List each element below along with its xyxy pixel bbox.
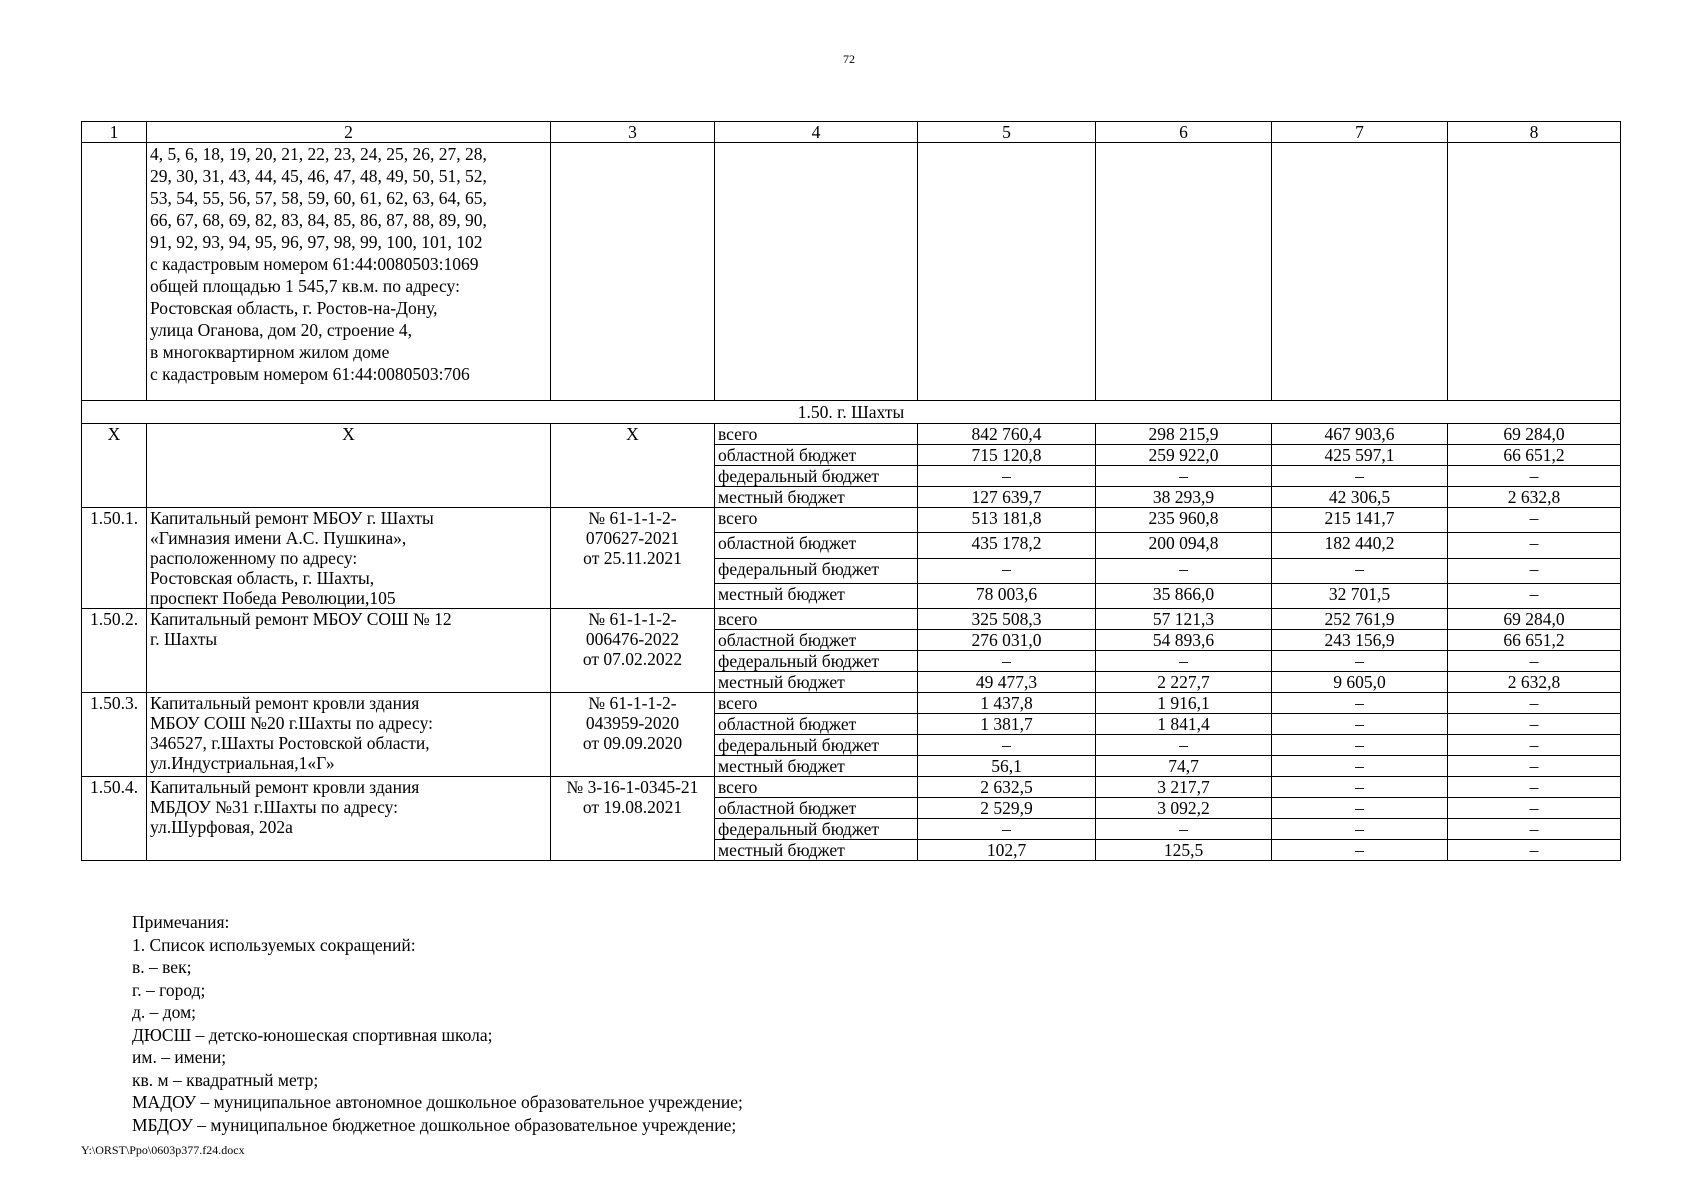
document-line: № 61-1-1-2- <box>588 609 677 629</box>
budget-row <box>82 693 1621 714</box>
note-line: ДЮСШ – детско-юношеская спортивная школа; <box>132 1024 493 1045</box>
description-line: 91, 92, 93, 94, 95, 96, 97, 98, 99, 100, 101, 102 <box>150 232 483 252</box>
amount-cell: 125,5 <box>1096 840 1272 861</box>
note-line: им. – имени; <box>132 1047 227 1067</box>
item-description <box>147 609 551 693</box>
amount-cell: 1 916,1 <box>1096 693 1272 714</box>
amount-cell: – <box>1448 558 1621 583</box>
amount-cell: 127 639,7 <box>918 487 1096 508</box>
budget-row <box>82 508 1621 533</box>
funding-source-label: всего <box>715 693 918 714</box>
amount-cell: – <box>1448 819 1621 840</box>
note-line: МБДОУ – муниципальное бюджетное дошкольное образовательное учреждение; <box>132 1114 737 1135</box>
amount-cell: 1 841,4 <box>1096 714 1272 735</box>
amount-cell: 69 284,0 <box>1448 609 1621 630</box>
amount-cell: 252 761,9 <box>1272 609 1448 630</box>
note-line: МАДОУ – муниципальное автономное дошкольное образовательное учреждение; <box>132 1092 743 1112</box>
amount-cell: 102,7 <box>918 840 1096 861</box>
empty-cell <box>1448 143 1621 401</box>
description-line: в многоквартирном жилом доме <box>150 342 390 362</box>
funding-source-label: всего <box>715 508 918 533</box>
column-number: 1 <box>82 122 147 143</box>
amount-cell: 74,7 <box>1096 756 1272 777</box>
empty-cell <box>918 143 1096 401</box>
amount-cell: – <box>1272 693 1448 714</box>
page-number: 72 <box>843 52 855 66</box>
amount-cell: – <box>1272 651 1448 672</box>
description-line: ул.Индустриальная,1«Г» <box>150 753 335 773</box>
column-number: 6 <box>1096 122 1272 143</box>
budget-row <box>82 424 1621 445</box>
funding-source-label: всего <box>715 424 918 445</box>
amount-cell: – <box>1272 798 1448 819</box>
item-description <box>147 693 551 777</box>
budget-row <box>82 777 1621 798</box>
amount-cell: 56,1 <box>918 756 1096 777</box>
amount-cell: – <box>1096 558 1272 583</box>
note-line: в. – век; <box>132 957 192 977</box>
funding-source-label: всего <box>715 609 918 630</box>
notes-heading: Примечания: <box>132 912 230 932</box>
amount-cell: 35 866,0 <box>1096 583 1272 608</box>
item-number: X <box>82 424 147 508</box>
amount-cell: – <box>1448 798 1621 819</box>
amount-cell: 235 960,8 <box>1096 508 1272 533</box>
description-line: Капитальный ремонт кровли здания <box>150 693 420 713</box>
budget-table <box>81 121 1621 861</box>
item-number: 1.50.4. <box>82 777 147 861</box>
amount-cell: 842 760,4 <box>918 424 1096 445</box>
note-line: д. – дом; <box>132 1002 197 1022</box>
amount-cell: 425 597,1 <box>1272 445 1448 466</box>
funding-source-label: областной бюджет <box>715 533 918 558</box>
funding-source-label: областной бюджет <box>715 798 918 819</box>
item-document <box>551 609 715 693</box>
note-line: кв. м – квадратный метр; <box>132 1069 319 1090</box>
amount-cell: – <box>1448 693 1621 714</box>
item-description <box>147 508 551 609</box>
document-line: от 19.08.2021 <box>582 797 683 817</box>
description-line: 346527, г.Шахты Ростовской области, <box>150 733 430 753</box>
description-line: 53, 54, 55, 56, 57, 58, 59, 60, 61, 62, 63, 64, 65, <box>150 188 487 208</box>
document-line: № 61-1-1-2- <box>588 693 677 713</box>
amount-cell: – <box>1272 466 1448 487</box>
amount-cell: 38 293,9 <box>1096 487 1272 508</box>
amount-cell: – <box>1272 735 1448 756</box>
amount-cell: 467 903,6 <box>1272 424 1448 445</box>
description-line: улица Оганова, дом 20, строение 4, <box>150 320 412 340</box>
amount-cell: – <box>1448 508 1621 533</box>
note-line: г. – город; <box>132 979 206 1000</box>
description-line: «Гимназия имени А.С. Пушкина», <box>150 528 407 548</box>
description-line: ул.Шурфовая, 202а <box>150 817 293 837</box>
description-line: с кадастровым номером 61:44:0080503:1069 <box>150 254 479 274</box>
amount-cell: – <box>1448 735 1621 756</box>
amount-cell: – <box>1448 583 1621 608</box>
amount-cell: 1 437,8 <box>918 693 1096 714</box>
item-document <box>551 508 715 609</box>
amount-cell: 2 632,5 <box>918 777 1096 798</box>
amount-cell: 3 092,2 <box>1096 798 1272 819</box>
funding-source-label: областной бюджет <box>715 445 918 466</box>
description-line: 66, 67, 68, 69, 82, 83, 84, 85, 86, 87, 88, 89, 90, <box>150 210 487 230</box>
description-line: проспект Победа Революции,105 <box>150 588 396 608</box>
section-row <box>82 401 1621 424</box>
amount-cell: – <box>1448 466 1621 487</box>
funding-source-label: всего <box>715 777 918 798</box>
amount-cell: – <box>1448 777 1621 798</box>
amount-cell: 2 529,9 <box>918 798 1096 819</box>
footer-file-path: Y:\ORST\Ppo\0603p377.f24.docx <box>81 1143 245 1157</box>
continuation-description <box>147 143 551 401</box>
description-line: с кадастровым номером 61:44:0080503:706 <box>150 364 470 384</box>
description-line: общей площадью 1 545,7 кв.м. по адресу: <box>150 276 460 296</box>
empty-cell <box>715 143 918 401</box>
document-line: № 3-16-1-0345-21 <box>566 777 699 797</box>
amount-cell: – <box>918 819 1096 840</box>
amount-cell: – <box>1272 840 1448 861</box>
amount-cell: 49 477,3 <box>918 672 1096 693</box>
amount-cell: 66 651,2 <box>1448 630 1621 651</box>
document-line: от 25.11.2021 <box>583 548 682 568</box>
amount-cell: – <box>1448 533 1621 558</box>
amount-cell: – <box>1096 819 1272 840</box>
amount-cell: – <box>1448 756 1621 777</box>
continuation-row <box>82 143 1621 401</box>
funding-source-label: местный бюджет <box>715 672 918 693</box>
amount-cell: 78 003,6 <box>918 583 1096 608</box>
description-line: Капитальный ремонт МБОУ СОШ № 12 <box>150 609 452 629</box>
column-number: 3 <box>551 122 715 143</box>
amount-cell: – <box>1272 714 1448 735</box>
amount-cell: 298 215,9 <box>1096 424 1272 445</box>
amount-cell: 259 922,0 <box>1096 445 1272 466</box>
item-document <box>551 693 715 777</box>
item-number: 1.50.2. <box>82 609 147 693</box>
amount-cell: – <box>1448 651 1621 672</box>
funding-source-label: федеральный бюджет <box>715 466 918 487</box>
amount-cell: 1 381,7 <box>918 714 1096 735</box>
amount-cell: 276 031,0 <box>918 630 1096 651</box>
amount-cell: 243 156,9 <box>1272 630 1448 651</box>
funding-source-label: местный бюджет <box>715 840 918 861</box>
amount-cell: – <box>918 466 1096 487</box>
amount-cell: 2 632,8 <box>1448 672 1621 693</box>
amount-cell: 54 893,6 <box>1096 630 1272 651</box>
description-line: МБДОУ №31 г.Шахты по адресу: <box>150 797 398 817</box>
funding-source-label: местный бюджет <box>715 756 918 777</box>
empty-cell <box>551 143 715 401</box>
empty-cell <box>1272 143 1448 401</box>
description-line: 29, 30, 31, 43, 44, 45, 46, 47, 48, 49, 50, 51, 52, <box>150 166 487 186</box>
continuation-num-cell <box>82 143 147 401</box>
document-line: от 09.09.2020 <box>582 733 683 753</box>
section-title: 1.50. г. Шахты <box>82 401 1621 424</box>
column-number: 8 <box>1448 122 1621 143</box>
item-document: X <box>551 424 715 508</box>
amount-cell: – <box>1096 466 1272 487</box>
document-line: 006476-2022 <box>585 629 680 649</box>
amount-cell: 9 605,0 <box>1272 672 1448 693</box>
item-number: 1.50.1. <box>82 508 147 609</box>
amount-cell: 435 178,2 <box>918 533 1096 558</box>
description-line: Капитальный ремонт кровли здания <box>150 777 420 797</box>
amount-cell: 182 440,2 <box>1272 533 1448 558</box>
column-number-row <box>82 122 1621 143</box>
column-number: 4 <box>715 122 918 143</box>
note-line: 1. Список используемых сокращений: <box>132 934 416 955</box>
description-line: Ростовская область, г. Ростов-на-Дону, <box>150 298 438 318</box>
item-document <box>551 777 715 861</box>
amount-cell: – <box>1272 777 1448 798</box>
document-line: 070627-2021 <box>585 528 680 548</box>
document-line: 043959-2020 <box>585 713 680 733</box>
amount-cell: 42 306,5 <box>1272 487 1448 508</box>
amount-cell: 66 651,2 <box>1448 445 1621 466</box>
amount-cell: 57 121,3 <box>1096 609 1272 630</box>
item-description <box>147 777 551 861</box>
column-number: 5 <box>918 122 1096 143</box>
budget-row <box>82 609 1621 630</box>
amount-cell: 715 120,8 <box>918 445 1096 466</box>
amount-cell: – <box>1448 714 1621 735</box>
funding-source-label: областной бюджет <box>715 630 918 651</box>
item-number: 1.50.3. <box>82 693 147 777</box>
funding-source-label: федеральный бюджет <box>715 651 918 672</box>
amount-cell: – <box>918 735 1096 756</box>
description-line: МБОУ СОШ №20 г.Шахты по адресу: <box>150 713 433 733</box>
amount-cell: – <box>1272 819 1448 840</box>
amount-cell: – <box>918 651 1096 672</box>
document-line: от 07.02.2022 <box>582 649 683 669</box>
funding-source-label: федеральный бюджет <box>715 735 918 756</box>
amount-cell: 69 284,0 <box>1448 424 1621 445</box>
amount-cell: 200 094,8 <box>1096 533 1272 558</box>
amount-cell: – <box>1448 840 1621 861</box>
description-line: расположенному по адресу: <box>150 548 358 568</box>
notes <box>132 911 743 1136</box>
amount-cell: 2 632,8 <box>1448 487 1621 508</box>
description-line: г. Шахты <box>150 629 218 649</box>
item-description: X <box>147 424 551 508</box>
column-number: 2 <box>147 122 551 143</box>
amount-cell: – <box>1096 651 1272 672</box>
amount-cell: 3 217,7 <box>1096 777 1272 798</box>
funding-source-label: местный бюджет <box>715 583 918 608</box>
description-line: Капитальный ремонт МБОУ г. Шахты <box>150 508 434 528</box>
funding-source-label: местный бюджет <box>715 487 918 508</box>
amount-cell: 32 701,5 <box>1272 583 1448 608</box>
amount-cell: – <box>918 558 1096 583</box>
description-line: Ростовская область, г. Шахты, <box>150 568 375 588</box>
description-line: 4, 5, 6, 18, 19, 20, 21, 22, 23, 24, 25, 26, 27, 28, <box>150 144 487 164</box>
amount-cell: – <box>1272 756 1448 777</box>
funding-source-label: областной бюджет <box>715 714 918 735</box>
amount-cell: – <box>1272 558 1448 583</box>
column-number: 7 <box>1272 122 1448 143</box>
amount-cell: 2 227,7 <box>1096 672 1272 693</box>
amount-cell: 325 508,3 <box>918 609 1096 630</box>
amount-cell: 513 181,8 <box>918 508 1096 533</box>
amount-cell: 215 141,7 <box>1272 508 1448 533</box>
funding-source-label: федеральный бюджет <box>715 819 918 840</box>
amount-cell: – <box>1096 735 1272 756</box>
document-line: № 61-1-1-2- <box>588 508 677 528</box>
funding-source-label: федеральный бюджет <box>715 558 918 583</box>
empty-cell <box>1096 143 1272 401</box>
